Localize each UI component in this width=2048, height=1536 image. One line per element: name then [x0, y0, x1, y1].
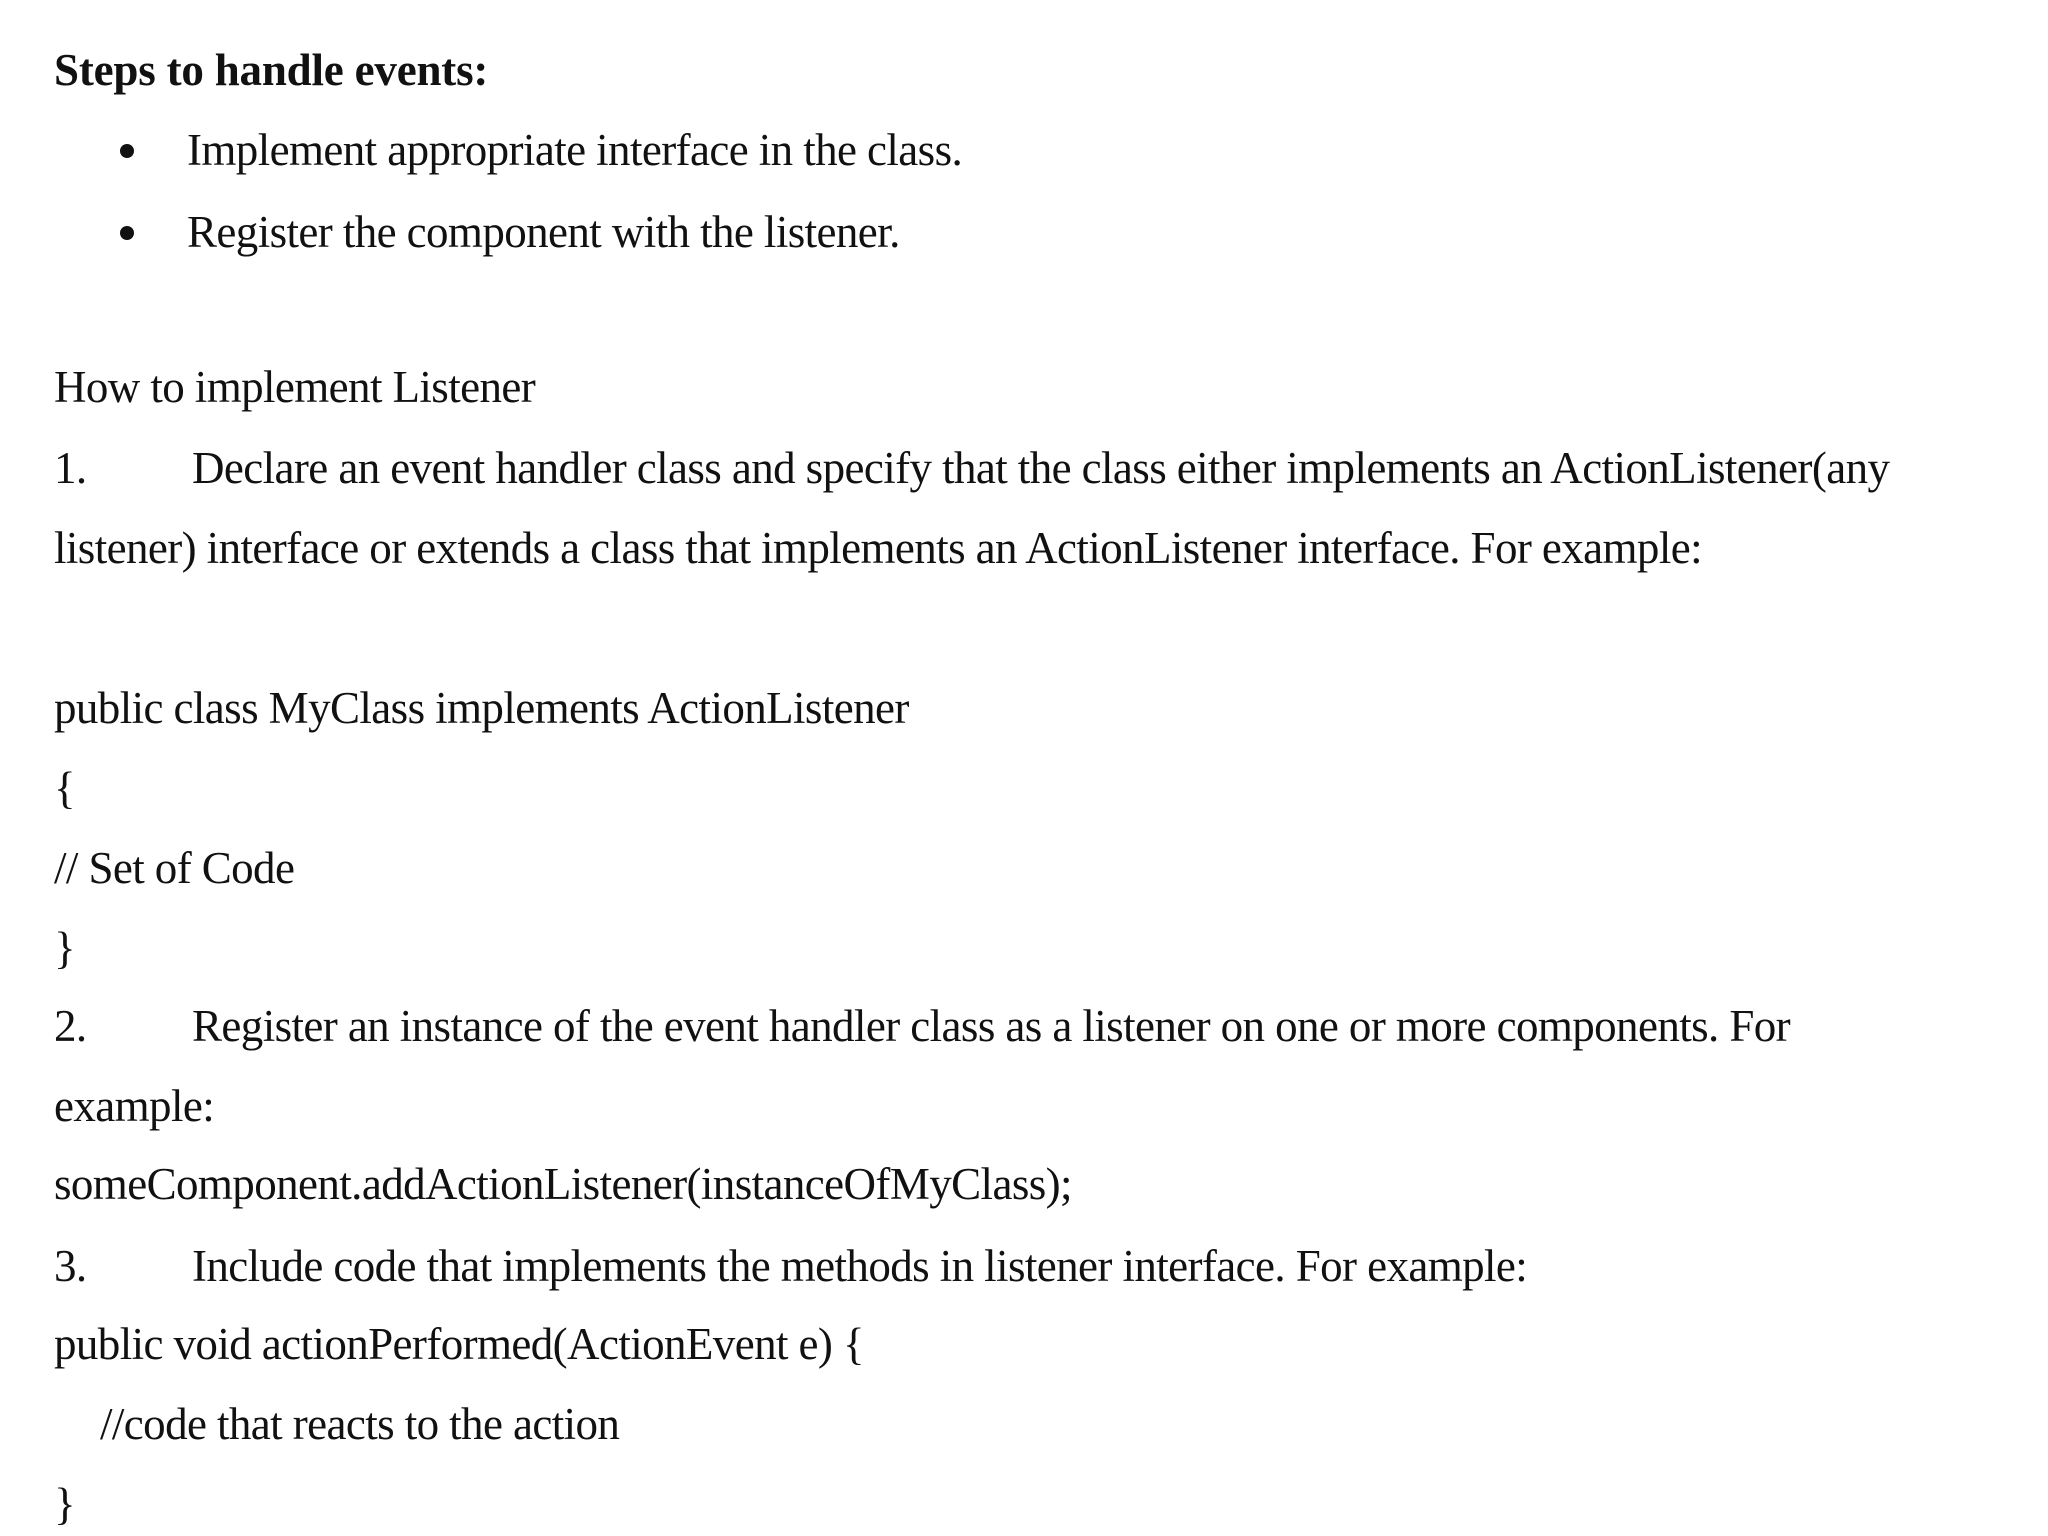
- step-text: Declare an event handler class and specify that the class either implements an ActionListener(any: [192, 443, 1890, 493]
- code-line: someComponent.addActionListener(instanceOfMyClass);: [54, 1159, 1072, 1209]
- step-number: 3.: [54, 1241, 87, 1291]
- bullet-icon: [120, 226, 134, 240]
- howto-heading: How to implement Listener: [54, 362, 536, 412]
- step-3: [54, 1241, 1528, 1291]
- code-line: public class MyClass implements ActionListener: [54, 683, 909, 733]
- steps-heading: Steps to handle events:: [54, 45, 489, 95]
- code-line: // Set of Code: [54, 843, 295, 893]
- code-line: public void actionPerformed(ActionEvent e) {: [54, 1319, 864, 1369]
- bullet-text: Implement appropriate interface in the class.: [187, 125, 963, 175]
- step-2: [54, 1001, 1791, 1051]
- step-number: 2.: [54, 1001, 87, 1051]
- code-line: //code that reacts to the action: [100, 1399, 620, 1449]
- step-1-continuation: listener) interface or extends a class that implements an ActionListener interface. For example:: [54, 523, 1703, 573]
- code-line: }: [54, 1479, 75, 1529]
- bullet-item: [120, 125, 963, 175]
- step-1: [54, 443, 1890, 493]
- step-text: Include code that implements the methods in listener interface. For example:: [192, 1241, 1528, 1291]
- bullet-icon: [120, 144, 134, 158]
- code-line: {: [54, 763, 75, 813]
- bullet-text: Register the component with the listener.: [187, 207, 900, 257]
- code-line: }: [54, 923, 75, 973]
- step-2-continuation: example:: [54, 1081, 215, 1131]
- bullet-item: [120, 207, 900, 257]
- step-number: 1.: [54, 443, 87, 493]
- step-text: Register an instance of the event handler class as a listener on one or more components. For: [192, 1001, 1791, 1051]
